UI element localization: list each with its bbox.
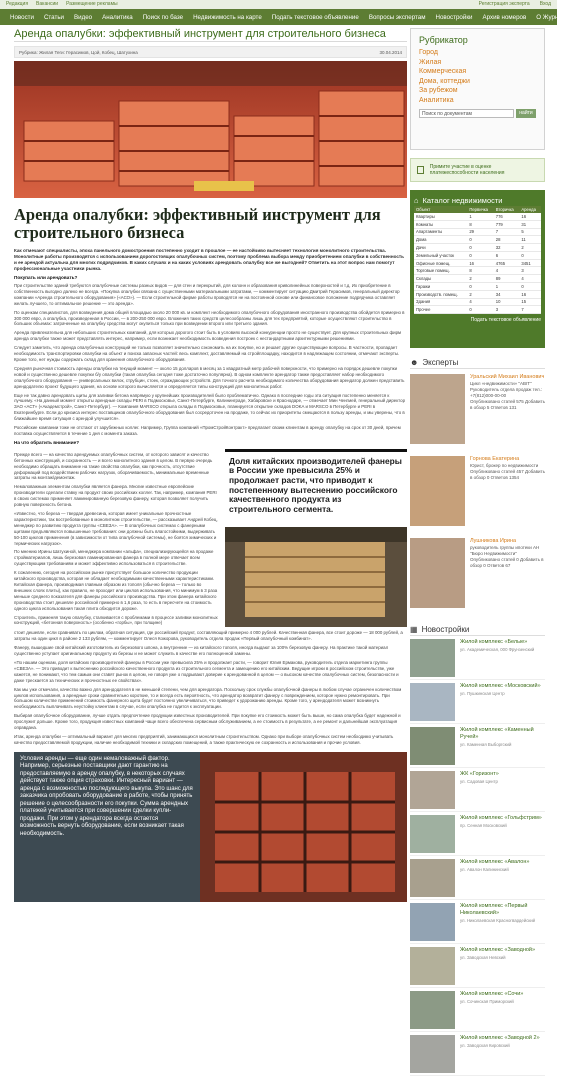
rubricator-title: Рубрикатор [419, 35, 468, 45]
experts-heading: ☻ Эксперты [410, 356, 545, 369]
photo-construction-site [200, 752, 407, 902]
table-row[interactable] [414, 236, 541, 244]
nav-map[interactable]: Недвижимость на карте [193, 13, 262, 21]
table-cell: 779 [494, 220, 520, 228]
nav-post-ad[interactable]: Подать текстовое объявление [271, 13, 359, 21]
table-cell: 2 [519, 244, 541, 252]
newbuild-meta: ул. Пушкинская Центр [460, 691, 505, 696]
section-heading-attention: На что обратить внимание? [14, 439, 80, 445]
rubricator [410, 28, 545, 150]
building-thumbnail[interactable] [410, 639, 455, 677]
main-nav [0, 9, 569, 25]
table-cell: Здания [414, 298, 467, 306]
expert-icon: ☻ [410, 357, 419, 367]
newbuild-title[interactable]: Жилой комплекс «Гольфстрим» [460, 815, 542, 821]
paragraph: стоит дешевле, если сравнивать по циклам, обратная ситуация, где российский продукт, составляющий примерно 4 000 рублей. Качественная фанера, все стоит дороже — 18 000 рублей, а затраты на один цикл в районе 2 133 рублям, — комментирует Олеся Кожорова, руководитель отдела продаж «Первый опалубочный комбинат». [14, 630, 403, 642]
list-item[interactable] [410, 1032, 545, 1076]
post-ad-link[interactable]: Подать текстовое объявление [470, 317, 541, 324]
table-cell: Производств. помещ. [414, 290, 467, 298]
section-heading-buy-or-rent: Покупать или арендовать? [14, 275, 78, 280]
table-cell: 3 [519, 267, 541, 275]
paragraph: К сожалению, сегодня на российском рынке присутствует большое количество продукции китайского производства, которая не обладает необходимыми качественными характеристиками. Китайская фанера, производимая главным образом из тополя (обычно береза — только во внешних слоях плиты), как правило, не проходит или циклов использования, что минимум в 3 раза меньше среднего показателя для фанеры российского производства. При этом фанера китайского производства стоит дешевле российской примерно в 1,6 раза, то есть в пересчете на стоимость одного цикла использования такая плита обходится дороже. [14, 570, 218, 611]
rubric-link[interactable]: За рубежом [419, 87, 458, 94]
table-cell: 8 [467, 267, 493, 275]
paragraph: При строительстве зданий требуются опалубочные системы разных видов — для стен и перекрытий, для колонн и образования криволинейных поверхностей и т.д. Их приобретение в собственность выгодно далеко не всегда. «Покупка опалубки связана с существенными материальными затратами, — комментирует ситуацию Дмитрий Герасимов, генеральный директор компании «Аренда строительного оборудования» («АСО»). — Если строительной фирме работы проводятся не на постоянной основе или финансовое положение подрядчика оставляет желать лучшего, то оптимальное решение — это аренда». [14, 283, 400, 306]
table-cell: 4 [494, 267, 520, 275]
newbuild-title[interactable]: Жилой комплекс «Белые» [460, 639, 528, 645]
newbuild-meta: ул. Садовая Центр [460, 779, 498, 784]
nav-video[interactable]: Видео [74, 13, 93, 21]
article-meta [14, 46, 407, 58]
table-cell: Комнаты [414, 220, 467, 228]
table-header: Первичка [467, 206, 493, 213]
list-item[interactable] [410, 944, 545, 988]
article-title: Аренда опалубки: эффективный инструмент для строительного бизнеса [14, 205, 381, 242]
table-cell: 11 [519, 236, 541, 244]
catalog-title: ⌂ Каталог недвижимости [414, 195, 503, 205]
catalog-table [414, 206, 541, 314]
checkbox-icon [417, 166, 424, 174]
rubric-link[interactable]: Жилая [419, 58, 442, 66]
table-row[interactable] [414, 283, 541, 291]
rental-conditions-box [14, 752, 407, 902]
table-cell: Земельный участок [414, 251, 467, 259]
nav-search[interactable]: Поиск по базе [142, 13, 184, 21]
table-cell: 776 [494, 213, 520, 220]
list-item[interactable] [410, 724, 545, 768]
expert-card[interactable]: Горнова Екатерина Юрист, брокер по недвижимости Опубликовано статей 457 Добавить в обзор 0 Ответов 1354 [410, 456, 545, 533]
newbuild-meta: ул. Заводская Кировский [460, 1043, 510, 1048]
table-cell: 10 [494, 298, 520, 306]
list-item[interactable] [410, 636, 545, 680]
table-cell: 16 [519, 213, 541, 220]
building-thumbnail[interactable] [410, 771, 455, 809]
newbuild-meta: ул. Авалон Калининский [460, 867, 509, 872]
newbuild-title[interactable]: Жилой комплекс «Заводной 2» [460, 1035, 540, 1041]
table-cell: 0 [467, 283, 493, 291]
table-row[interactable] [414, 228, 541, 236]
list-item[interactable] [410, 900, 545, 944]
newbuilds-list [410, 636, 545, 1076]
table-cell: 1 [467, 213, 493, 220]
paragraph: Немаловажным элементом опалубки является фанера. Многие известные европейские производители сделали ставку на продукт своих российских коллег. Так, например, компания PERI в своих системах применяет ламинированную березовую фанеру, которая позволяет получить ровную поверхность бетона. [14, 484, 217, 508]
rubric-link[interactable]: Аналитика [419, 96, 454, 104]
table-row[interactable] [414, 220, 541, 228]
paragraph: Аренда привлекательна для небольших строительных компаний, для которых дорогого стоит быть в условиях высокой конкуренции просто не существует. Для крупных строительных фирм аренда опалубки также может представлять интерес, например, если возникает необходимость возведения построек с нестандартными архитектурными решениями. [14, 330, 402, 342]
table-header: Объект [414, 206, 467, 213]
table-cell: Дачи [414, 244, 467, 252]
table-cell: Апартаменты [414, 228, 467, 236]
newbuild-meta: ул. Сочинская Приморский [460, 999, 514, 1004]
paragraph: Как мы уже отмечали, качество важно для арендодателя в не меньшей степени, чем для арендатора. Поскольку срок службы опалубочной фанеры в любом случае ограничен количеством циклов использования, а арендные сроки сравнительно короткие, то и всегда есть вероятность, что арендатор возвратит фанеру с повреждением, которое нужно ремонтировать. При большом количестве применений стоимость фанерного щита будет постоянно увеличиваться, что приведет к удорожанию аренды. Кроме того, у арендодателя может возникнуть необходимость выплачивать неустойку клиентам в случае, если опалубка не годится к эксплуатации. [14, 686, 402, 710]
table-row[interactable] [414, 251, 541, 259]
list-item[interactable] [410, 680, 545, 724]
newbuild-title[interactable]: Жилой комплекс «Первый Николаевский» [460, 903, 528, 916]
table-cell: 7 [519, 306, 541, 314]
table-cell: 5 [519, 228, 541, 236]
rubric-link[interactable]: Дома, коттеджи [419, 77, 470, 85]
building-thumbnail[interactable] [410, 947, 455, 985]
expert-name[interactable]: Горнова Екатерина [470, 456, 520, 462]
nav-archive[interactable]: Архив номеров [482, 13, 527, 21]
photo-plywood-stack [225, 527, 407, 627]
paragraph: Российские компании тоже не отстают от зарубежных коллег. Например, Группа компаний «ПромСтройКонтракт» предлагает своим клиентам в аренду опалубку на срок от 30 дней, причем поставка осуществляется в течение 1 дня с момента заказа. [14, 425, 401, 436]
table-cell: Квартиры [414, 213, 467, 220]
newbuild-title[interactable]: Жилой комплекс «Сочи» [460, 991, 524, 997]
table-cell: 0 [467, 306, 493, 314]
table-cell: Офисные помещ. [414, 259, 467, 267]
building-thumbnail[interactable] [410, 903, 455, 941]
register-expert-link[interactable]: Регистрация эксперта [478, 1, 530, 7]
table-cell: 0 [519, 251, 541, 259]
newbuilds-heading: ▦ Новостройки [410, 623, 545, 636]
building-thumbnail[interactable] [410, 1035, 455, 1073]
paragraph: Выбирая опалубочное оборудование, лучше отдать предпочтение продукции известных производителей. При покупке его стоимость может быть выше, но сама опалубка будет надежной и прослужит дольше. Кроме того, продукция известных компаний чаще всего обеспечена сервисным обслуживанием, а ее стоимость в результате, а ее ремонт и дальнейшая эксплуатация оправдана. [14, 713, 401, 731]
nav-analytics[interactable]: Аналитика [102, 13, 133, 21]
building-thumbnail[interactable] [410, 859, 455, 897]
building-icon: ▦ [410, 624, 418, 634]
table-cell: 89 [494, 275, 520, 283]
table-header: Аренда [519, 206, 541, 213]
doc-search [419, 109, 536, 118]
nav-about[interactable]: О Журнале [536, 13, 569, 21]
paragraph: Еще не так давно арендовать щиты для заливки бетона напрямую у крупнейших производителей было проблематично. Однако в последние годы эта ситуация постепенно меняется к лучшему. «На данный момент открыты арендные склады PERI в Подмосковье, Санкт-Петербурге, Калининграде, Хабаровске и Краснодаре, — отмечает Мин Ченгмей, генеральный директор ЗАО «АСТ» («Академстрой», Санкт-Петербург). — Компания MARSCO открыла склады в Подмосковье, планируется открытие складов DOKA и MARSCO в Петербурге и PERI в Екатеринбурге. Если до кризиса интерес поставщиков опалубочного оборудования был сосредоточен на продаже, то сейчас их приоритеты смещаются в пользу аренды, и мы уверены, что в ближайшее время ситуация с арендой улучшится». [14, 392, 406, 422]
paragraph: Фанеру, вышедшие свой китайский изготовитель из березового шпона, а внутренние — из китайского тополя, иногда выдают за 100% березовую фанеру. На практике такой материал существенно уступает оригинальному продукту из березы и не может служить в качестве его полноценной замены. [14, 645, 389, 657]
newbuild-meta: ул. Каменная Выборгский [460, 742, 512, 747]
paragraph: По оценкам специалистов, для возведения дома общей площадью около 20 000 кв. м комплект необходимого опалубочного оборудования иностранного производства обойдется примерно в 300 000 евро, а опалубка, произведенная в России, — в 200-250 000 евро. Вложения таких средств целесообразны лишь для тех предприятий, которые осуществляют строительство в больших объемах: затраченные на опалубку средства могут окупиться только при возведении второго или третьего здания. [14, 309, 405, 327]
building-thumbnail[interactable] [410, 991, 455, 1029]
table-cell: Прочее [414, 306, 467, 314]
table-row[interactable] [414, 244, 541, 252]
expert-name[interactable]: Лушникова Ирина [470, 538, 517, 544]
search-button[interactable]: найти [516, 109, 536, 118]
paragraph: Прежде всего — на качество арендуемых опалубочных систем, от которого зависят и качество бетонных конструкций, и сохранность — и всего монолитного здания в целом. В первую очередь необходимо обращать внимание на такие свойства опалубки, как прочность, отсутствие деформаций под воздействием рабочих нагрузок, оборачиваемость, минимальные временные затраты на монтаж/демонтаж. [14, 451, 213, 481]
table-row[interactable] [414, 275, 541, 283]
table-cell: 6 [494, 251, 520, 259]
paragraph: «Известно, что береза — твердая древесина, которая имеет уникальные прочностные характеристики, так востребованные в монолитном строительстве, — рассказывает Андрей Кобец, менеджер по развитию продукта группы «СВЕЗА». — В опалубочных системах с фанерными щитами предъявляются повышенные требования: они должны быть влагостойкими, выдерживать 50-100 циклов применения (в зависимости от типа опалубочной системы), не боятся химических и термических нагрузок». [14, 511, 218, 546]
table-cell: 7 [494, 228, 520, 236]
top-link-editorial[interactable]: Редакция [6, 1, 29, 7]
table-cell: 2 [467, 275, 493, 283]
house-icon: ⌂ [414, 195, 419, 205]
rubric-link[interactable]: Коммерческая [419, 68, 467, 75]
table-cell: 0 [467, 244, 493, 252]
table-cell: 16 [467, 259, 493, 267]
table-row[interactable] [414, 306, 541, 314]
top-link-vacancies[interactable]: Вакансии [36, 1, 59, 7]
nav-news[interactable]: Новости [10, 13, 34, 21]
table-cell: 28 [494, 236, 520, 244]
list-item[interactable] [410, 812, 545, 856]
avatar [410, 538, 465, 608]
newbuild-meta: ул. Заводская Невский [460, 955, 506, 960]
paragraph: Итак, аренда опалубки — оптимальный вариант для многих предприятий, занимающихся монолитным строительством. Однако при выборе опалубочных систем необходимо учитывать качество предоставляемой продукции, наличие необходимой техники и складских помещений, а также практическую ее сохранность и использования и прочие условия. [14, 734, 394, 745]
table-row[interactable] [414, 213, 541, 220]
newbuild-meta: пр. Сенная Московский [460, 823, 507, 828]
table-cell: 15 [519, 298, 541, 306]
paragraph: Средняя рыночная стоимость аренды опалубки на текущий момент — около 15 долларов в месяц за 1 квадратный метр рабочей поверхности, что примерно на порядок дешевле покупки новой и существенно дешевле покупки б/у опалубки (такая опалубка сегодня тоже достаточно популярна). В одном комплекте арендатор также предоставляет набор необходимого опалубочного оборудования — универсальных вилок, струбцин, стоек, ограждающих устройств. Для точного расчета необходимого количества оборудования арендатор должен представить арендодателю проект будущего здания, на основе которого вычисляется и определяется типы конструкций для монолитных работ. [14, 365, 405, 389]
table-cell: 29 [467, 228, 493, 236]
building-thumbnail[interactable] [410, 815, 455, 853]
rental-conditions-text: Условия аренды — еще один немаловажный фактор. Например, серьезные поставщики дают гарантию на предоставляемую в аренду опалубку, в некоторых случаях действует также опция страховки. Интересный вариант — аренда с возможностью последующего выкупа. Это шанс для заказчика опробовать оборудование в работе, чтобы принять решение о целесообразности его покупки. Сумма арендных платежей учитывается при совершении сделки купли-продажи. При этом у арендатора всегда остается возможность вернуть оборудование, если возникает такая необходимость. [14, 752, 200, 902]
pull-quote: Доля китайских производителей фанеры в России уже превысила 25% и продолжает расти, что приводит к постепенному вытеснению российского качественного продукта из строительного сегмента. [225, 449, 407, 520]
paragraph: «По нашим оценкам, доля китайских производителей фанеры в России уже превысила 25% и продолжает расти, — говорит Юлия Ермакова, руководитель отдела маркетинга группы «СВЕЗА». — Это приводит к вытеснению российского качественного продукта из строительного сегмента и замещению его китайским. Ведущие игроки в российском строительстве, уже кажется, не понимают, что тем самым они ставят рынок в целом, не говоря уже о подрывают доверие к арендованной в целом — о высоком качестве опалубочных систем, безопасности и даже трескается за технических и прочностных ее свойствах». [14, 660, 399, 683]
list-item[interactable] [410, 988, 545, 1032]
nav-articles[interactable]: Статьи [43, 13, 65, 21]
nav-newbuilds[interactable]: Новостройки [435, 13, 473, 21]
newbuild-title[interactable]: Жилой комплекс «Заводной» [460, 947, 536, 953]
table-cell: 4765 [494, 259, 520, 267]
newbuild-title[interactable]: Жилой комплекс «Авалон» [460, 859, 530, 865]
table-cell: 1 [494, 283, 520, 291]
avatar [410, 456, 465, 526]
table-cell: 4 [467, 298, 493, 306]
two-column-section [14, 449, 407, 628]
paragraph: Строитель, применяя такую опалубку, сталкивается с проблемами в процессе заливки монолитных конструкций, «бетонная поверхность» (особенно «горбы», при толщине) [14, 614, 218, 626]
page-title: Аренда опалубки: эффективный инструмент для строительного бизнеса [14, 28, 407, 42]
table-row[interactable] [414, 259, 541, 267]
expert-card[interactable]: Лушникова Ирина руководитель группы ипотеки АН "Бюро Недвижимости" Опубликовано статей 0 Добавить в обзор 0 Ответов 67 [410, 538, 545, 615]
newbuild-title[interactable]: Жилой комплекс «Московский» [460, 683, 541, 689]
table-cell: 3451 [519, 259, 541, 267]
article-column [14, 28, 407, 902]
table-cell: Дома [414, 236, 467, 244]
table-cell: 34 [494, 290, 520, 298]
paragraph: По мнению Ирины Шатухиной, менеджера компании «альфа», специализирующейся на продаже стройматериалов, лишь березовая ламинированная фанера в полной мере отвечает всем существующим требованиям и может эффективно использоваться в строительстве. [14, 549, 214, 567]
poll-banner[interactable] [410, 158, 545, 182]
sidebar [410, 28, 545, 1076]
table-row[interactable] [414, 298, 541, 306]
newbuild-title[interactable]: Жилой комплекс «Каменный Ручей» [460, 727, 534, 740]
table-cell: Гаражи [414, 283, 467, 291]
newbuild-title[interactable]: ЖК «Горизонт» [460, 771, 499, 777]
list-item[interactable] [410, 768, 545, 812]
building-thumbnail[interactable] [410, 727, 455, 765]
table-header: Вторичка [494, 206, 520, 213]
table-cell: 0 [467, 251, 493, 259]
rubric-link[interactable]: Город [419, 49, 438, 56]
expert-name[interactable]: Уральский Михаил Иванович [470, 374, 545, 380]
nav-questions[interactable]: Вопросы экспертам [368, 13, 426, 21]
top-utility-bar [0, 0, 557, 9]
avatar [410, 374, 465, 444]
paragraph: Следует заметить, что аренда опалубочных конструкций не только позволяет значительно сэкономить на их покупке, но и решает другие существующие вопросы. В частности, пропадает необходимость транспортировки опалубки на объект и поиска запасных частей: весь комплект, доставляемый на стройплощадку, находится в надлежащем состоянии, отмечают эксперты. Кроме того, нет нужды содержать склад для хранения опалубочного оборудования. [14, 345, 400, 362]
expert-card[interactable]: Уральский Михаил Иванович Цикл «недвижимости» "ABIT" Руководитель отдела продаж тел.: +7(812)000-00-00 Опубликовано статей 575 Добавить в обзор 5 Ответов 131 [410, 374, 545, 451]
hero-image-formwork [14, 61, 407, 198]
login-link[interactable]: Вход [539, 1, 551, 7]
top-link-ads[interactable]: Размещение рекламы [66, 1, 118, 7]
table-cell: 8 [467, 220, 493, 228]
table-cell: 31 [519, 220, 541, 228]
table-cell: 3 [494, 306, 520, 314]
table-cell: Склады [414, 275, 467, 283]
search-input[interactable]: Поиск по документам [419, 109, 514, 118]
table-row[interactable] [414, 290, 541, 298]
table-cell: Торговые помещ. [414, 267, 467, 275]
article-lead: Как отмечают специалисты, эпоха панельного домостроения постепенно уходит в прошлое — ее настойчиво вытесняет технология монолитного строительства. Монолитные работы производятся с использованием дорогостоящих опалубочных систем, поэтому проблема выбора между приобретением опалубки в собственность и ее арендой актуальна для многих подрядчиков. В каких случаях и на каких условиях арендовать опалубку все же выгодней? Ответить на этот вопрос нам помогут профессиональные участники рынка. [14, 248, 404, 271]
table-row[interactable] [414, 267, 541, 275]
table-cell: 4 [519, 275, 541, 283]
newbuild-meta: ул. Академическая, 000 Фрунзенский [460, 647, 535, 652]
table-cell: 0 [467, 236, 493, 244]
table-cell: 32 [494, 244, 520, 252]
table-cell: 0 [519, 283, 541, 291]
newbuild-meta: ул. Николаевская Красногвардейский [460, 918, 536, 923]
list-item[interactable] [410, 856, 545, 900]
poll-text: Примите участие в оценке платежеспособности населения [429, 164, 505, 176]
table-cell: 2 [467, 290, 493, 298]
article-date: 30.04.2014 [379, 49, 402, 55]
realty-catalog [410, 190, 545, 348]
building-thumbnail[interactable] [410, 683, 455, 721]
article-rubric: Рубрика: Жилая Теги: Герасимов, Цой, Кобец, Шатухина [19, 49, 138, 55]
table-cell: 16 [519, 290, 541, 298]
